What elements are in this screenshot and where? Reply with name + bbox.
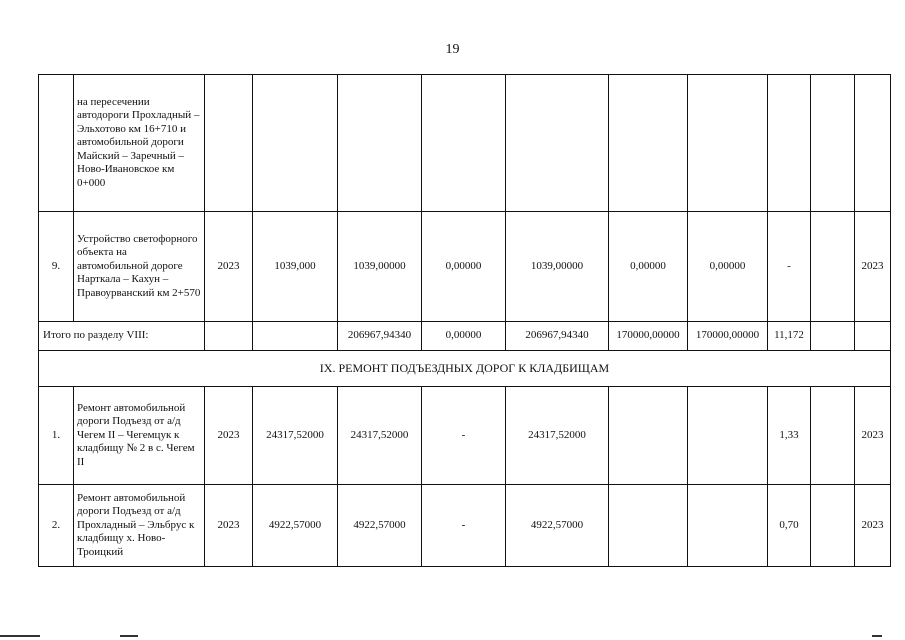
value-cell — [811, 212, 855, 322]
year-cell: 2023 — [205, 485, 253, 567]
section-title: IX. РЕМОНТ ПОДЪЕЗДНЫХ ДОРОГ К КЛАДБИЩАМ — [39, 351, 891, 387]
value-cell: 24317,52000 — [338, 387, 422, 485]
scan-mark — [0, 635, 40, 637]
row-number-cell: 1. — [39, 387, 74, 485]
value-cell: 0,70 — [768, 485, 811, 567]
row-number-cell: 9. — [39, 212, 74, 322]
value-cell: 0,00000 — [688, 212, 768, 322]
end-year-cell: 2023 — [855, 387, 891, 485]
year-cell — [205, 322, 253, 351]
value-cell: 0,00000 — [422, 322, 506, 351]
table-row — [39, 212, 891, 322]
value-cell — [253, 322, 338, 351]
end-year-cell: 2023 — [855, 485, 891, 567]
value-cell — [688, 387, 768, 485]
value-cell — [609, 387, 688, 485]
total-row — [39, 322, 891, 351]
total-label: Итого по разделу VIII: — [39, 322, 205, 351]
value-cell: - — [422, 485, 506, 567]
page-number: 19 — [445, 42, 460, 57]
table-row — [39, 485, 891, 567]
value-cell: 4922,57000 — [506, 485, 609, 567]
value-cell — [811, 485, 855, 567]
value-cell: - — [422, 387, 506, 485]
value-cell: 1,33 — [768, 387, 811, 485]
value-cell — [609, 485, 688, 567]
scan-edge-marks — [0, 632, 905, 640]
table-row — [39, 387, 891, 485]
value-cell: - — [768, 212, 811, 322]
value-cell: 0,00000 — [422, 212, 506, 322]
value-cell — [688, 485, 768, 567]
value-cell — [253, 75, 338, 212]
value-cell — [422, 75, 506, 212]
value-cell — [811, 387, 855, 485]
year-cell: 2023 — [205, 387, 253, 485]
value-cell: 170000,00000 — [609, 322, 688, 351]
value-cell — [811, 75, 855, 212]
value-cell: 170000,00000 — [688, 322, 768, 351]
row-number-cell: 2. — [39, 485, 74, 567]
value-cell — [768, 75, 811, 212]
year-cell — [205, 75, 253, 212]
section-heading-row — [39, 351, 891, 387]
object-name-cell: на пересечении автодороги Прохладный – Эльхотово км 16+710 и автомобильной дороги Майский – Заречный – Ново-Ивановское км 0+000 — [74, 75, 205, 212]
value-cell: 1039,000 — [253, 212, 338, 322]
row-number-cell — [39, 75, 74, 212]
value-cell: 206967,94340 — [338, 322, 422, 351]
end-year-cell — [855, 75, 891, 212]
end-year-cell — [855, 322, 891, 351]
value-cell: 11,172 — [768, 322, 811, 351]
object-name-cell: Устройство светофорного объекта на автомобильной дороге Нарткала – Кахун – Правоурванский км 2+570 — [74, 212, 205, 322]
scan-mark — [872, 635, 882, 637]
budget-table — [38, 74, 891, 567]
value-cell: 4922,57000 — [253, 485, 338, 567]
table-row — [39, 75, 891, 212]
year-cell: 2023 — [205, 212, 253, 322]
value-cell: 4922,57000 — [338, 485, 422, 567]
value-cell: 1039,00000 — [338, 212, 422, 322]
value-cell — [338, 75, 422, 212]
value-cell: 206967,94340 — [506, 322, 609, 351]
value-cell: 24317,52000 — [506, 387, 609, 485]
end-year-cell: 2023 — [855, 212, 891, 322]
value-cell: 1039,00000 — [506, 212, 609, 322]
value-cell — [609, 75, 688, 212]
value-cell — [506, 75, 609, 212]
value-cell: 24317,52000 — [253, 387, 338, 485]
value-cell — [688, 75, 768, 212]
value-cell: 0,00000 — [609, 212, 688, 322]
value-cell — [811, 322, 855, 351]
object-name-cell: Ремонт автомобильной дороги Подъезд от а/д Чегем II – Чегемцук к кладбищу № 2 в с. Чегем II — [74, 387, 205, 485]
scan-mark — [120, 635, 138, 637]
object-name-cell: Ремонт автомобильной дороги Подъезд от а/д Прохладный – Эльбрус к кладбищу х. Ново-Троицкий — [74, 485, 205, 567]
